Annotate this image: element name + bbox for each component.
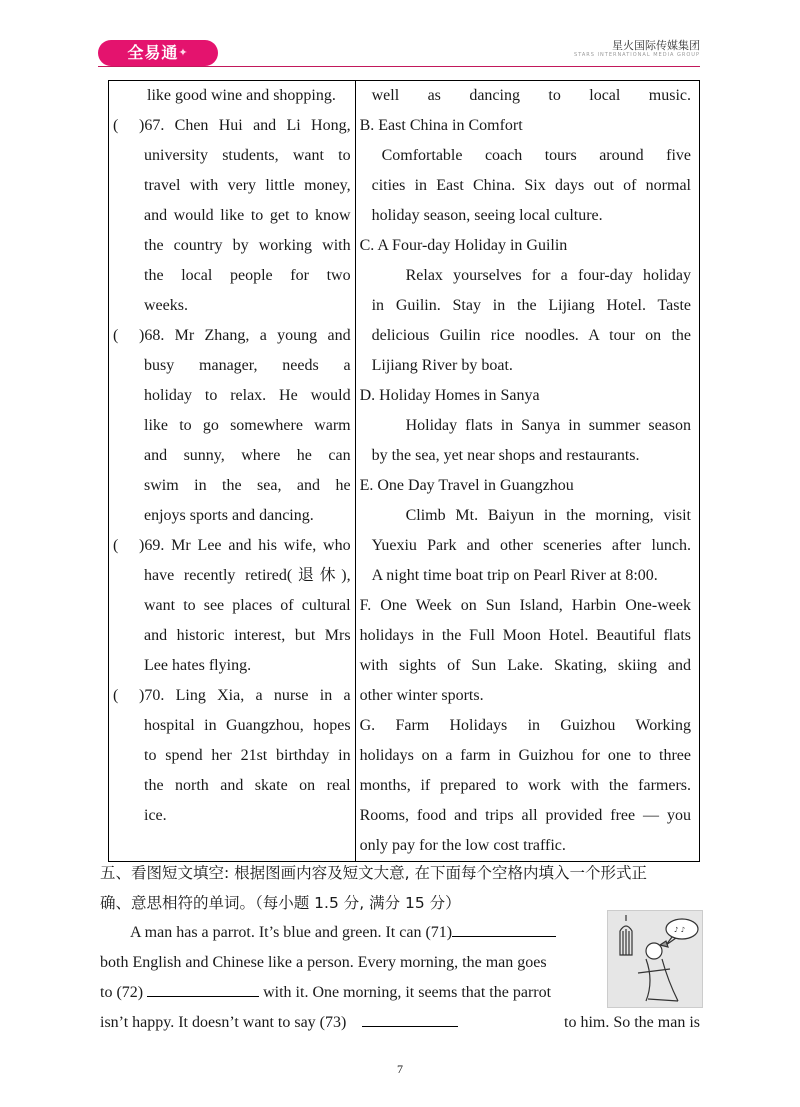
option-line: only pay for the low cost traffic. [359,837,566,854]
question-item [109,321,355,351]
question-line: like good wine and shopping. [147,87,336,104]
header-divider [98,66,700,67]
question-item [109,681,355,711]
option-line: Lijiang River by boat. [371,357,513,374]
publisher-name: 星火国际传媒集团 [612,39,700,52]
options-column [355,81,699,862]
question-line: the local people for two [144,267,351,284]
blank-72[interactable] [147,978,259,997]
answer-bracket[interactable]: ( [113,687,119,704]
question-text: )70. Ling Xia, a nurse in a [139,687,351,704]
brand-logo-text: 全易通 [127,43,179,62]
question-line: hospital in Guangzhou, hopes [144,717,351,734]
page-header [0,0,800,70]
question-line: holiday to relax. He would [144,387,351,404]
question-line: Lee hates flying. [144,657,252,674]
option-line: Yuexiu Park and other sceneries after lunch. [371,537,691,554]
option-line: well as dancing to local music. [371,87,691,104]
section-heading-line1: 五、看图短文填空: 根据图画内容及短文大意, 在下面每个空格内填入一个形式正 [100,864,648,882]
option-line: Holiday flats in Sanya in summer season [405,417,691,434]
question-text: )67. Chen Hui and Li Hong, [139,117,351,134]
option-line: B. East China in Comfort [359,117,523,134]
passage-text: to (72) [100,984,148,1001]
question-line: to spend her 21st birthday in [144,747,351,764]
option-line: by the sea, yet near shops and restaurants. [371,447,640,464]
passage-line [100,1008,700,1038]
questions-column [109,81,356,862]
parrot-cartoon-icon [608,911,702,1007]
passage-text: with it. One morning, it seems that the parrot [259,984,552,1001]
publisher-subtitle: STARS INTERNATIONAL MEDIA GROUP [574,52,700,58]
option-line: delicious Guilin rice noodles. A tour on the [371,327,691,344]
passage-text: to him. So the man is [564,1014,700,1031]
option-line: cities in East China. Six days out of normal [371,177,691,194]
question-text: )69. Mr Lee and his wife, who [139,537,351,554]
option-line: E. One Day Travel in Guangzhou [359,477,574,494]
page-number: 7 [397,1062,403,1076]
passage-text: A man has a parrot. It’s blue and green. It can (71) [130,924,453,941]
question-line: travel with very little money, [144,177,351,194]
answer-bracket[interactable]: ( [113,537,119,554]
option-line: Relax yourselves for a four-day holiday [405,267,691,284]
option-line: D. Holiday Homes in Sanya [359,387,540,404]
option-line: A night time boat trip on Pearl River at 8:00. [371,567,658,584]
question-line: enjoys sports and dancing. [144,507,314,524]
section-instructions [100,858,700,918]
question-line: like to go somewhere warm [144,417,351,434]
parrot-cartoon-image [607,910,703,1008]
question-line: ice. [144,807,167,824]
option-line: in Guilin. Stay in the Lijiang Hotel. Taste [371,297,691,314]
matching-table [108,80,700,862]
question-line: the north and skate on real [144,777,351,794]
answer-bracket[interactable]: ( [113,327,119,344]
option-line: G. Farm Holidays in Guizhou Working [359,717,691,734]
question-line: want to see places of cultural [144,597,351,614]
option-line: other winter sports. [359,687,484,704]
option-line: with sights of Sun Lake. Skating, skiing and [359,657,691,674]
passage-line: both English and Chinese like a person. Every morning, the man goes [100,954,547,971]
option-line: holidays in the Full Moon Hotel. Beautiful flats [359,627,691,644]
question-item [109,531,355,561]
star-icon: ✦ [178,46,189,59]
question-line: and historic interest, but Mrs [144,627,351,644]
option-line: holidays on a farm in Guizhou for one to three [359,747,691,764]
question-line: have recently retired(退休), [144,567,351,584]
blank-73[interactable] [362,1008,458,1027]
option-line: months, if prepared to work with the farmers. [359,777,691,794]
question-item [109,111,355,141]
brand-logo [98,40,218,66]
answer-bracket[interactable]: ( [113,117,119,134]
option-line: F. One Week on Sun Island, Harbin One-week [359,597,691,614]
question-line: the country by working with [144,237,351,254]
section-heading-line2: 确、意思相符的单词。（每小题 1.5 分, 满分 15 分） [100,894,461,912]
svg-text:♪ ♪: ♪ ♪ [674,926,686,934]
option-line: Rooms, food and trips all provided free — you [359,807,691,824]
option-line: Climb Mt. Baiyun in the morning, visit [405,507,691,524]
question-line: and would like to get to know [144,207,351,224]
question-line: and sunny, where he can [144,447,351,464]
question-line: swim in the sea, and he [144,477,351,494]
blank-71[interactable] [452,918,556,937]
question-line: weeks. [144,297,188,314]
passage-text: isn’t happy. It doesn’t want to say (73) [100,1014,347,1031]
question-line: university students, want to [144,147,351,164]
option-line: Comfortable coach tours around five [381,147,691,164]
option-line: C. A Four-day Holiday in Guilin [359,237,568,254]
question-line: busy manager, needs a [144,357,351,374]
option-line: holiday season, seeing local culture. [371,207,603,224]
question-text: )68. Mr Zhang, a young and [139,327,351,344]
